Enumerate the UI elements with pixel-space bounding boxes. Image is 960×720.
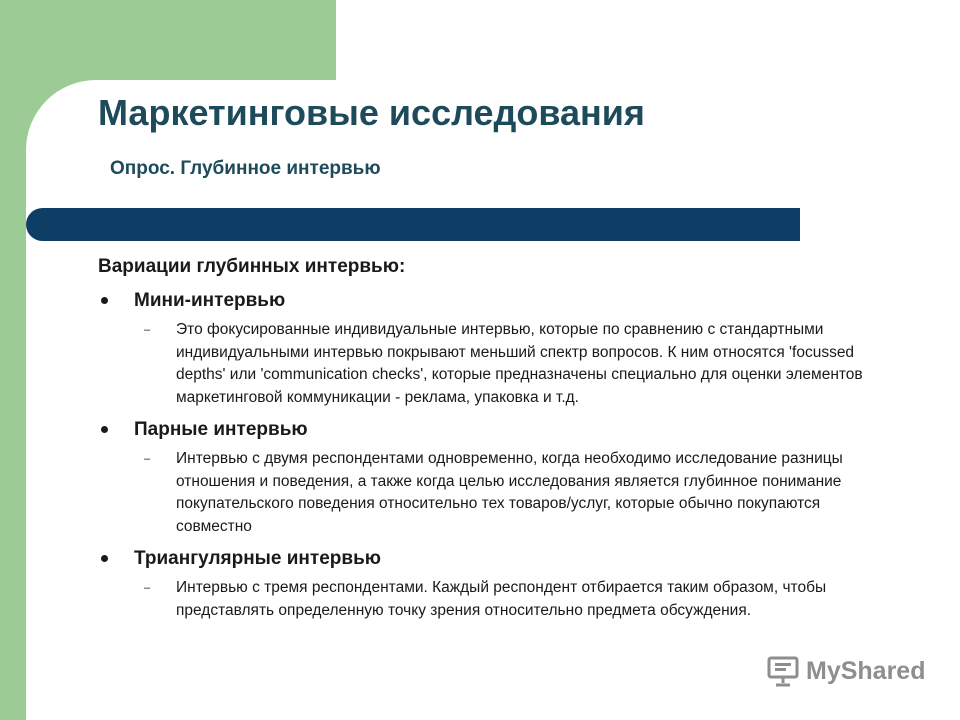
item-heading-text: Триангулярные интервью [134,548,381,569]
title-divider-bar [26,208,800,241]
item-description-text: Это фокусированные индивидуальные интервью, которые по сравнению с стандартными индивидуальными интервью покрывают меньший спектр вопросов. К ним относятся 'focussed depths' или 'communication checks', которые предназначены специально для оценки элементов маркетинговой коммуникации - реклама, упаковка и т.д. [176,321,863,406]
dash-icon: – [144,324,151,336]
list-item [98,288,898,409]
item-heading [98,288,898,314]
dash-icon: – [144,582,151,594]
item-heading-text: Мини-интервью [134,290,286,311]
bullet-icon [101,555,108,562]
item-heading [98,546,898,572]
list-item [98,546,898,622]
item-description-text: Интервью с двумя респондентами одновременно, когда необходимо исследование разницы отношения и поведения, а также когда целью исследования является глубинное понимание покупательского поведения относительно тех товаров/услуг, которые обычно покупаются совместно [176,450,843,535]
myshared-watermark[interactable] [766,654,925,688]
item-description [98,319,896,409]
item-description [98,577,896,622]
slide-subtitle: Опрос. Глубинное интервью [110,158,381,179]
dash-icon: – [144,453,151,465]
bullet-icon [101,297,108,304]
item-heading-text: Парные интервью [134,419,308,440]
list-item [98,417,898,538]
bullet-icon [101,426,108,433]
presentation-board-icon [766,654,800,688]
item-description [98,448,896,538]
intro-heading: Вариации глубинных интервью: [98,256,406,277]
slide-content [98,256,898,630]
item-heading [98,417,898,443]
item-description-text: Интервью с тремя респондентами. Каждый респондент отбирается таким образом, чтобы представлять определенную точку зрения относительно предмета обсуждения. [176,579,827,619]
watermark-text: MyShared [806,656,926,685]
slide-title: Маркетинговые исследования [98,92,645,133]
